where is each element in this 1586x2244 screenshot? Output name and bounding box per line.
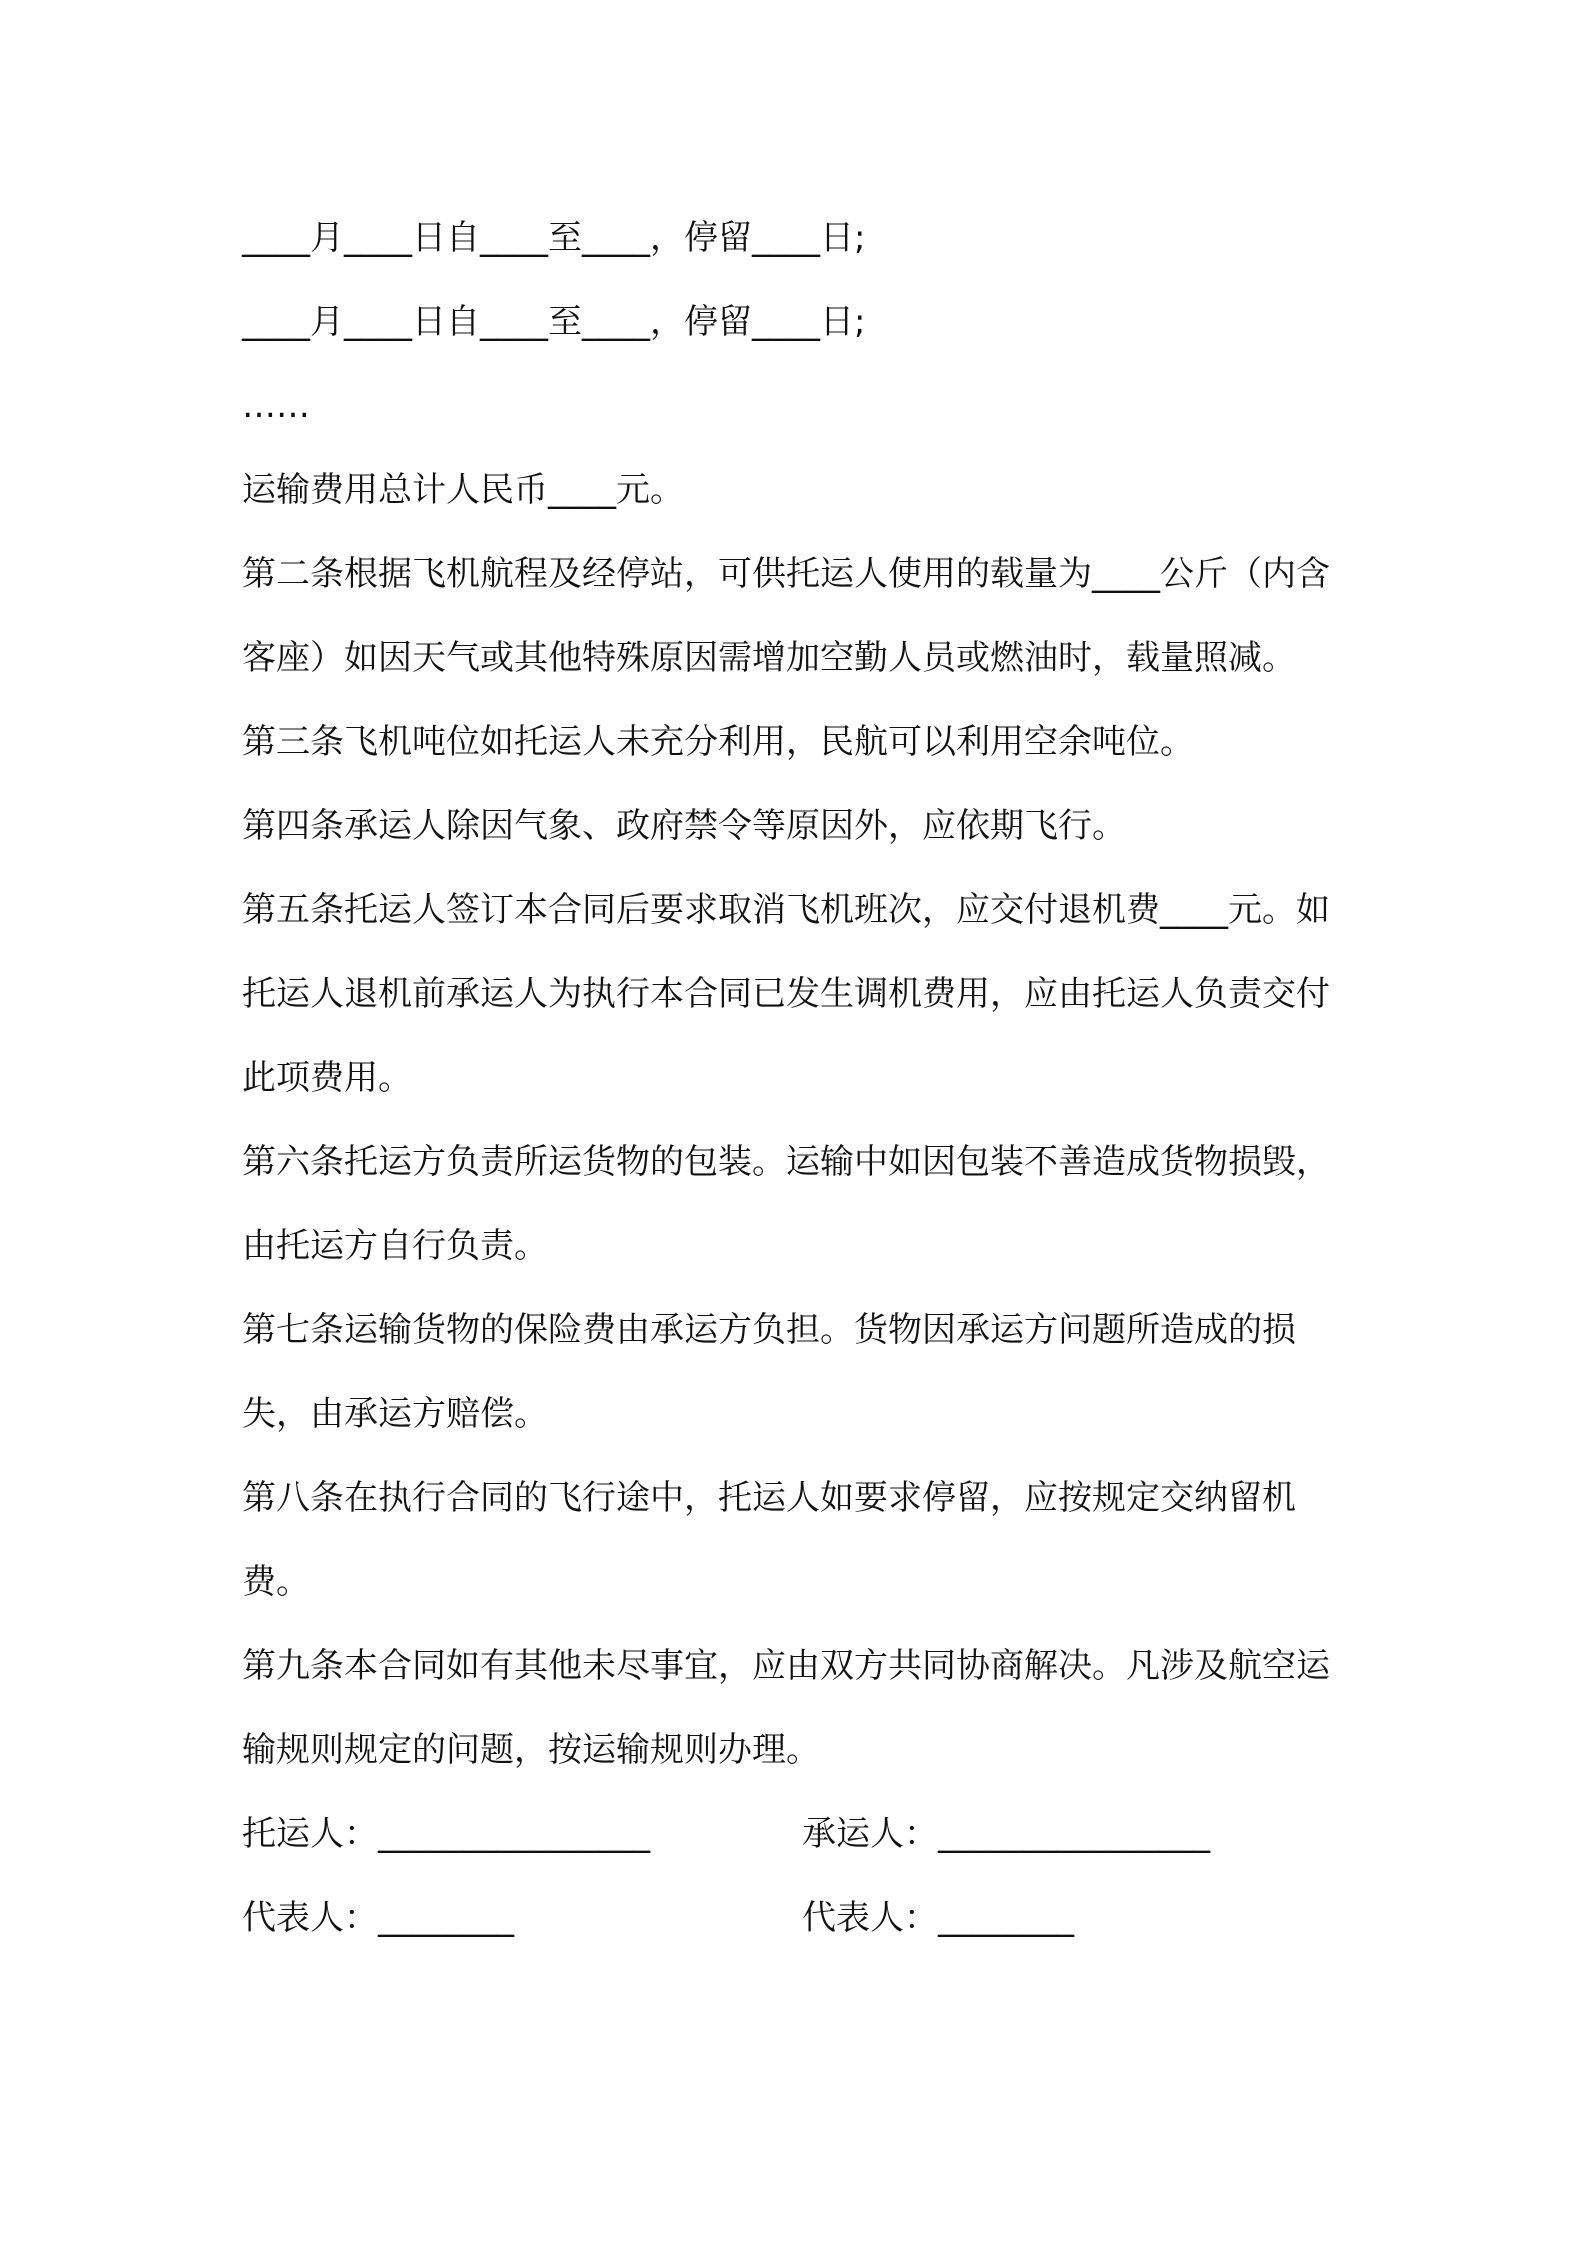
representative-row xyxy=(242,1876,1362,1960)
schedule-line: ____月____日自____至____，停留____日; xyxy=(242,218,866,258)
shipper-representative: 代表人：________ xyxy=(242,1898,514,1938)
carrier-representative: 代表人：________ xyxy=(802,1898,1074,1938)
article-8: 第八条在执行合同的飞行途中，托运人如要求停留，应按规定交纳留机费。 xyxy=(242,1478,1296,1602)
article-7: 第七条运输货物的保险费由承运方负担。货物因承运方问题所造成的损失，由承运方赔偿。 xyxy=(242,1310,1296,1434)
schedule-line: ____月____日自____至____，停留____日; xyxy=(242,302,866,342)
carrier-signature: 承运人：________________ xyxy=(802,1814,1210,1854)
article-4: 第四条承运人除因气象、政府禁令等原因外，应依期飞行。 xyxy=(242,806,1126,846)
shipper-signature: 托运人：________________ xyxy=(242,1814,650,1854)
article-9: 第九条本合同如有其他未尽事宜，应由双方共同协商解决。凡涉及航空运输规则规定的问题，按运输规则办理。 xyxy=(242,1646,1330,1770)
contract-page xyxy=(242,196,1362,1960)
ellipsis-line: …… xyxy=(242,386,310,426)
article-2: 第二条根据飞机航程及经停站，可供托运人使用的载量为____公斤（内含客座）如因天气或其他特殊原因需增加空勤人员或燃油时，载量照减。 xyxy=(242,554,1330,678)
signature-row xyxy=(242,1792,1362,1876)
article-5: 第五条托运人签订本合同后要求取消飞机班次，应交付退机费____元。如托运人退机前承运人为执行本合同已发生调机费用，应由托运人负责交付此项费用。 xyxy=(242,890,1330,1098)
article-6: 第六条托运方负责所运货物的包装。运输中如因包装不善造成货物损毁，由托运方自行负责。 xyxy=(242,1142,1330,1266)
article-3: 第三条飞机吨位如托运人未充分利用，民航可以利用空余吨位。 xyxy=(242,722,1194,762)
total-fee-line: 运输费用总计人民币____元。 xyxy=(242,470,684,510)
